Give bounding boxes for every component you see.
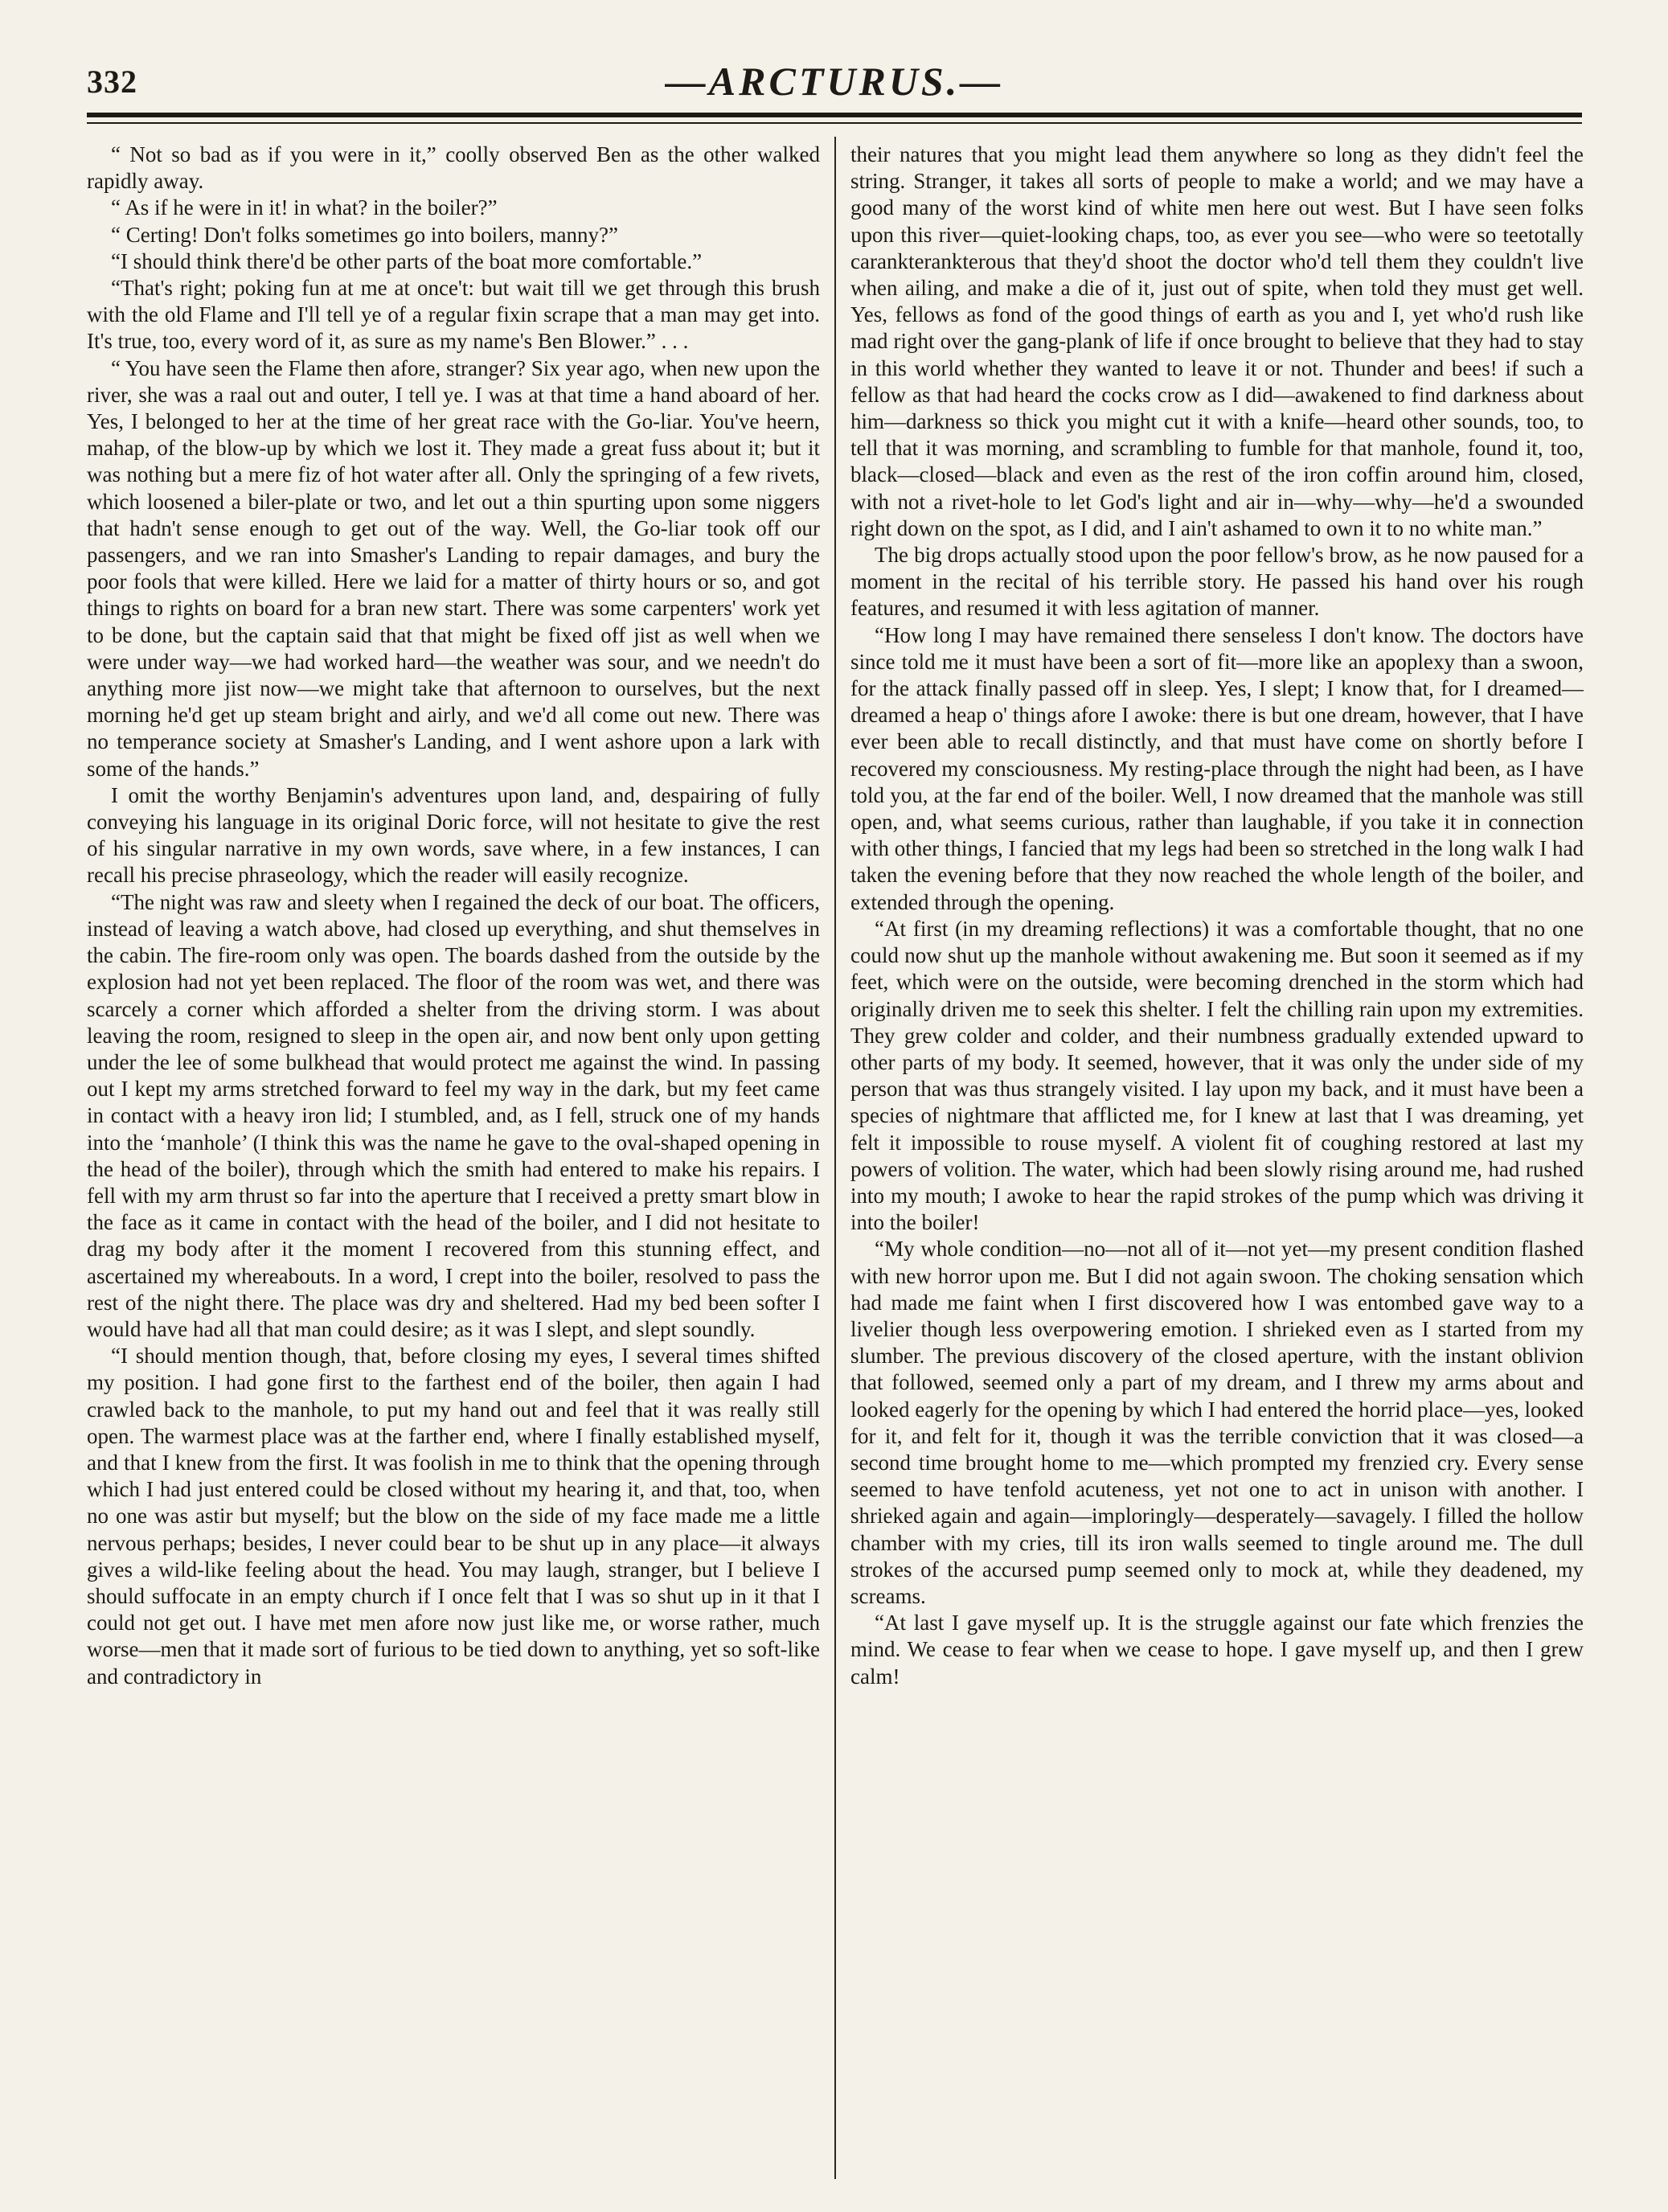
journal-title: —ARCTURUS.—: [665, 59, 1004, 104]
paragraph: “How long I may have remained there senseless I don't know. The doctors have since told me it must have been a sort of fit—more like an apoplexy than a swoon, for the attack finally passed off in sleep. Yes, I slept; I know that, for I dreamed—dreamed a heap o' things afore I awoke: there is but one dream, however, that I have ever been able to recall distinctly, and that must have come on shortly before I recovered my consciousness. My resting-place through the night had been, as I have told you, at the far end of the boiler. Well, I now dreamed that the manhole was still open, and, what seems curious, rather than laughable, if you take it in connection with other things, I fancied that my legs had been so stretched in the long walk I had taken the evening before that they now reached the whole length of the boiler, and extended through the opening.: [850, 622, 1584, 914]
masthead: [87, 56, 1582, 113]
paragraph: “ Not so bad as if you were in it,” coolly observed Ben as the other walked rapidly away.: [87, 142, 820, 194]
paragraph: I omit the worthy Benjamin's adventures upon land, and, despairing of fully conveying his language in its original Doric force, will not hesitate to give the rest of his singular narrative in my own words, save where, in a few instances, I can recall his precise phraseology, which the reader will easily recognize.: [87, 782, 820, 888]
paragraph: “At last I gave myself up. It is the struggle against our fate which frenzies the mind. We cease to fear when we cease to hope. I gave myself up, and then I grew calm!: [850, 1611, 1584, 1689]
paragraph: “That's right; poking fun at me at once't: but wait till we get through this brush with the old Flame and I'll tell ye of a regular fixin scrape that a man may get into. It's true, too, every word of it, as sure as my name's Ben Blower.” . . .: [87, 276, 820, 354]
page-number: 332: [87, 64, 137, 100]
paragraph: “I should think there'd be other parts of the boat more comfortable.”: [111, 248, 703, 273]
paragraph: “At first (in my dreaming reflections) it was a comfortable thought, that no one could now shut up the manhole without awakening me. But soon it seemed as if my feet, which were on the outside, were becoming drenched in the storm which had originally driven me to seek this shelter. I felt the chilling rain upon my extremities. They grew colder and colder, and their numbness gradually extended upward to other parts of my body. It seemed, however, that it was only the under side of my person that was thus strangely visited. I lay upon my back, and it must have been a species of nightmare that afflicted me, for I knew at last that I was dreaming, yet felt it impossible to rouse myself. A violent fit of coughing restored at last my powers of volition. The water, which had been slowly rising around me, had rushed into my mouth; I awoke to hear the rapid strokes of the pump which was driving it into the boiler!: [850, 916, 1584, 1235]
column-divider: [834, 137, 836, 2179]
header-rule-thick: [87, 113, 1582, 117]
paragraph-continued: their natures that you might lead them anywhere so long as they didn't feel the string. Stranger, it takes all sorts of people to make a world; and we may have a good many of the worst kind of white men here out west. But I have seen folks upon this river—quiet-looking chaps, too, as ever you see—who were so teetotally carankterankterous that they'd shoot the doctor who'd tell them they couldn't live when ailing, and make a die of it, just out of spite, when told they must get well. Yes, fellows as fond of the good things of earth as you and I, yet who'd rush like mad right over the gang-plank of life if once brought to believe that they had to stay in this world whether they wanted to leave it or not. Thunder and bees! if such a fellow as that had heard the cocks crow as I did—awakened to find darkness about him—darkness so thick you might cut it with a knife—heard other sounds, too, to tell that it was morning, and scrambling to fumble for that manhole, found it, too, black—closed—black and even as the rest of the iron coffin around him, closed, with not a rivet-hole to let God's light and air in—why—why—he'd a swounded right down on the spot, as I did, and I ain't ashamed to own it to no white man.”: [850, 142, 1584, 540]
paragraph: “ As if he were in it! in what? in the boiler?”: [111, 195, 498, 220]
paragraph: “I should mention though, that, before closing my eyes, I several times shifted my position. I had gone first to the farthest end of the boiler, then again I had crawled back to the manhole, to put my hand out and feel that it was really still open. The warmest place was at the farther end, where I finally established myself, and that I knew from the first. It was foolish in me to think that the opening through which I had just entered could be closed without my hearing it, and that, too, when no one was astir but myself; but the blow on the side of my face made me a little nervous perhaps; besides, I never could bear to be shut up in any place—it always gives a wild-like feeling about the head. You may laugh, stranger, but I believe I should suffocate in an empty church if I once felt that I was so shut up in it that I could not get out. I have met men afore now just like me, or worse rather, much worse—men that it made sort of furious to be tied down to anything, yet so soft-like and contradictory in: [87, 1344, 820, 1689]
paragraph: “ You have seen the Flame then afore, stranger? Six year ago, when new upon the river, she was a raal out and outer, I tell ye. I was at that time a hand aboard of her. Yes, I belonged to her at the time of her great race with the Go-liar. You've heern, mahap, of the blow-up by which we lost it. They made a great fuss about it; but it was nothing but a mere fiz of hot water after all. Only the springing of a few rivets, which loosened a biler-plate or two, and let out a thin spurting upon some niggers that hadn't sense enough to get out of the way. Well, the Go-liar took off our passengers, and we ran into Smasher's Landing to repair damages, and bury the poor fools that were killed. Here we laid for a matter of thirty hours or so, and got things to rights on board for a bran new start. There was some carpenters' work yet to be done, but the captain said that that might be fixed off jist as well when we were under way—we had worked hard—the weather was sour, and we needn't do anything more jist now—we might take that afternoon to ourselves, but the next morning he'd get up steam bright and airly, and we'd all come out new. There was no temperance society at Smasher's Landing, and I went ashore upon a lark with some of the hands.”: [87, 355, 820, 781]
paragraph: The big drops actually stood upon the poor fellow's brow, as he now paused for a moment in the recital of his terrible story. He passed his hand over his rough features, and resumed it with less agitation of manner.: [850, 543, 1584, 621]
right-column: [850, 142, 1584, 2184]
left-column: [87, 142, 820, 2184]
header-rule-thin: [87, 122, 1582, 124]
paragraph: “ Certing! Don't folks sometimes go into boilers, manny?”: [111, 222, 619, 247]
paragraph: “The night was raw and sleety when I regained the deck of our boat. The officers, instead of leaving a watch above, had closed up everything, and shut themselves in the cabin. The fire-room only was open. The boards dashed from the outside by the explosion had not yet been replaced. The floor of the room was wet, and there was scarcely a corner which afforded a shelter from the driving storm. I was about leaving the room, resigned to sleep in the open air, and now bent only upon getting under the lee of some bulkhead that would protect me against the wind. In passing out I kept my arms stretched forward to feel my way in the dark, but my feet came in contact with a heavy iron lid; I stumbled, and, as I fell, struck one of my hands into the ‘manhole’ (I think this was the name he gave to the oval-shaped opening in the head of the boiler), through which the smith had entered to make his repairs. I fell with my arm thrust so far into the aperture that I received a pretty smart blow in the face as it came in contact with the head of the boiler, and I did not hesitate to drag my body after it the moment I recovered from this stunning effect, and ascertained my whereabouts. In a word, I crept into the boiler, resolved to pass the rest of the night there. The place was dry and sheltered. Had my bed been softer I would have had all that man could desire; as it was I slept, and slept soundly.: [87, 889, 820, 1341]
paragraph: “My whole condition—no—not all of it—not yet—my present condition flashed with new horror upon me. But I did not again swoon. The choking sensation which had made me faint when I first discovered how I was entombed gave way to a livelier though less overpowering emotion. I shrieked even as I started from my slumber. The previous discovery of the closed aperture, with the instant oblivion that followed, seemed only a part of my dream, and I threw my arms about and looked eagerly for the opening by which I had entered the horrid place—yes, looked for it, and felt for it, though it was the terrible conviction that it was closed—a second time brought home to me—which prompted my frenzied cry. Every sense seemed to have tenfold acuteness, yet not one to act in unison with another. I shrieked again and again—imploringly—desperately—savagely. I filled the hollow chamber with my cries, till its iron walls seemed to tingle around me. The dull strokes of the accursed pump seemed only to mock at, while they deadened, my screams.: [850, 1237, 1584, 1608]
